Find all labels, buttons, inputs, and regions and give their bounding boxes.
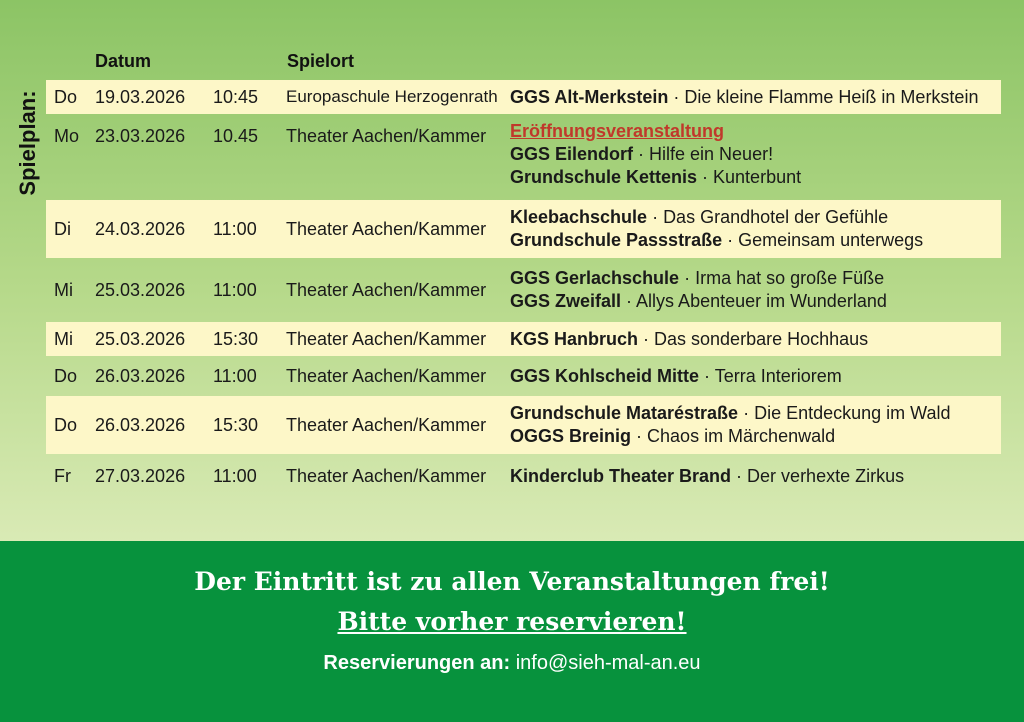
play-title: Irma hat so große Füße	[695, 268, 885, 288]
schedule-row	[46, 396, 1001, 454]
day-cell: Do	[54, 365, 78, 386]
time-cell: 10:45	[213, 86, 259, 107]
school-name: Kleebachschule	[510, 207, 648, 227]
play-title: Gemeinsam unterwegs	[738, 230, 924, 250]
schedule-row	[46, 458, 1001, 494]
school-name: GGS Kohlscheid Mitte	[510, 365, 700, 386]
date-cell: 26.03.2026	[95, 365, 186, 386]
play-title: Kunterbunt	[713, 167, 802, 187]
place-cell: Theater Aachen/Kammer	[286, 279, 487, 300]
program-entry	[510, 86, 1001, 109]
separator: ·	[647, 207, 664, 227]
separator: ·	[631, 426, 648, 446]
program-entry	[510, 206, 1001, 229]
day-cell: Di	[54, 218, 71, 239]
reservation-label: Reservierungen an:	[323, 652, 511, 674]
place-cell: Theater Aachen/Kammer	[286, 126, 487, 146]
separator: ·	[638, 328, 655, 349]
time-cell: 15:30	[213, 328, 259, 349]
play-title: Hilfe ein Neuer!	[649, 144, 774, 164]
program-cell	[510, 267, 1001, 313]
reservation-email[interactable]: info@sieh-mal-an.eu	[515, 652, 701, 674]
day-cell: Do	[54, 86, 78, 107]
play-title: Chaos im Märchenwald	[647, 426, 836, 446]
program-entry	[510, 425, 1001, 448]
school-name: Grundschule Passstraße	[510, 230, 723, 250]
date-cell: 25.03.2026	[95, 279, 186, 300]
program-cell	[510, 328, 1001, 351]
schedule-row	[46, 322, 1001, 356]
separator: ·	[738, 403, 755, 423]
schedule-row	[46, 80, 1001, 114]
separator: ·	[731, 465, 748, 486]
time-cell: 11:00	[213, 365, 257, 386]
schedule-row	[46, 118, 1001, 196]
free-entry-notice: Der Eintritt ist zu allen Veranstaltungen frei!	[194, 567, 830, 596]
separator: ·	[668, 86, 685, 107]
side-title	[12, 80, 44, 205]
program-cell	[510, 206, 1001, 252]
play-title: Das sonderbare Hochhaus	[654, 328, 869, 349]
separator: ·	[697, 167, 714, 187]
program-entry	[510, 166, 1001, 189]
separator: ·	[633, 144, 650, 164]
day-cell: Mi	[54, 328, 73, 349]
program-entry	[510, 365, 1001, 388]
date-cell: 25.03.2026	[95, 328, 186, 349]
day-cell: Fr	[54, 465, 71, 486]
program-entry	[510, 290, 1001, 313]
play-title: Der verhexte Zirkus	[747, 465, 905, 486]
school-name: OGGS Breinig	[510, 426, 632, 446]
school-name: GGS Zweifall	[510, 291, 622, 311]
program-entry	[510, 465, 1001, 488]
separator: ·	[621, 291, 637, 311]
day-cell: Do	[54, 414, 78, 435]
footer-banner	[0, 541, 1024, 722]
school-name: GGS Gerlachschule	[510, 268, 680, 288]
schedule-row	[46, 262, 1001, 318]
time-cell: 10.45	[213, 126, 259, 146]
play-title: Allys Abenteuer im Wunderland	[636, 291, 887, 311]
school-name: KGS Hanbruch	[510, 328, 639, 349]
side-title-text: Spielplan:	[15, 89, 40, 196]
date-cell: 26.03.2026	[95, 414, 186, 435]
school-name: Grundschule Mataréstraße	[510, 403, 739, 423]
date-cell: 27.03.2026	[95, 465, 186, 486]
place-cell: Theater Aachen/Kammer	[286, 465, 487, 486]
time-cell: 11:00	[213, 465, 257, 486]
play-title: Die kleine Flamme Heiß in Merkstein	[684, 86, 979, 107]
place-cell: Theater Aachen/Kammer	[286, 218, 487, 239]
opening-event: Eröffnungsveranstaltung	[510, 121, 725, 141]
time-cell: 15:30	[213, 414, 259, 435]
school-name: GGS Alt-Merkstein	[510, 86, 669, 107]
place-cell: Theater Aachen/Kammer	[286, 328, 487, 349]
school-name: GGS Eilendorf	[510, 144, 634, 164]
place-cell: Theater Aachen/Kammer	[286, 365, 487, 386]
date-cell: 19.03.2026	[95, 86, 186, 107]
program-cell	[510, 365, 1001, 388]
time-cell: 11:00	[213, 279, 257, 300]
program-cell	[510, 120, 1001, 189]
schedule-row	[46, 200, 1001, 258]
play-title: Das Grandhotel der Gefühle	[663, 207, 889, 227]
program-cell	[510, 465, 1001, 488]
separator: ·	[722, 230, 739, 250]
place-cell: Europaschule Herzogenrath	[286, 87, 498, 106]
day-cell: Mo	[54, 126, 80, 146]
date-cell: 24.03.2026	[95, 218, 186, 239]
play-title: Terra Interiorem	[714, 365, 842, 386]
program-cell	[510, 402, 1001, 448]
day-cell: Mi	[54, 279, 73, 300]
reserve-notice: Bitte vorher reservieren!	[337, 607, 687, 636]
program-entry	[510, 229, 1001, 252]
school-name: Kinderclub Theater Brand	[510, 465, 732, 486]
program-entry	[510, 143, 1001, 166]
play-title: Die Entdeckung im Wald	[754, 403, 951, 423]
reservation-line	[0, 652, 1024, 675]
school-name: Grundschule Kettenis	[510, 167, 698, 187]
time-cell: 11:00	[213, 218, 257, 239]
place-cell: Theater Aachen/Kammer	[286, 414, 487, 435]
program-entry	[510, 267, 1001, 290]
separator: ·	[699, 365, 715, 386]
header-place: Spielort	[287, 51, 355, 71]
schedule-row	[46, 360, 1001, 392]
schedule-table	[46, 80, 1001, 498]
separator: ·	[679, 268, 696, 288]
program-cell	[510, 86, 1001, 109]
program-entry	[510, 328, 1001, 351]
header-date: Datum	[95, 51, 152, 71]
program-entry	[510, 402, 1001, 425]
date-cell: 23.03.2026	[95, 126, 186, 146]
